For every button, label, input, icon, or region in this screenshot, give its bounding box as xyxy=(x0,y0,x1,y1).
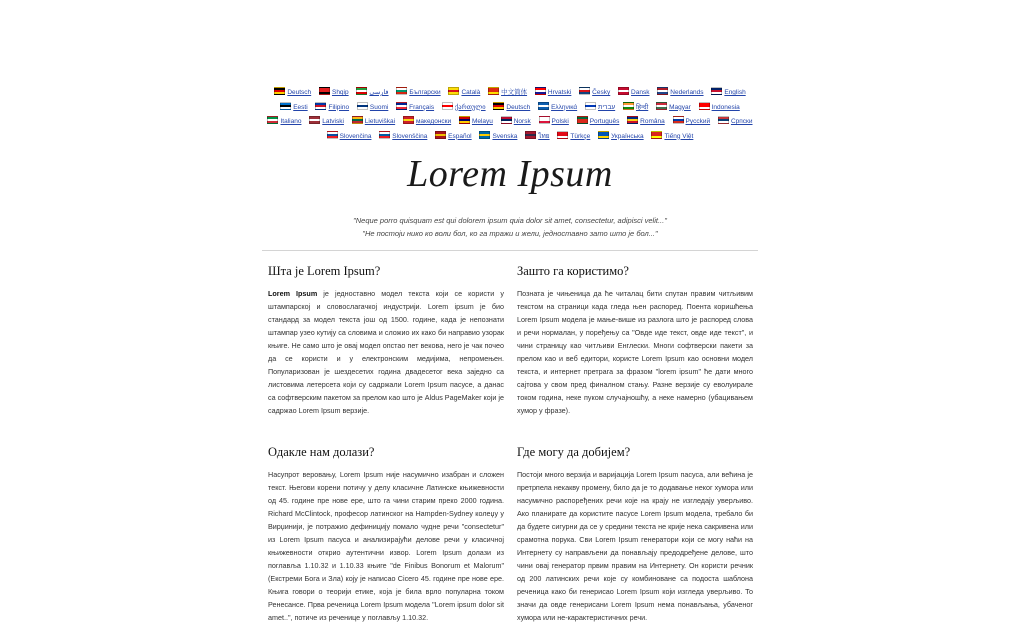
flag-icon xyxy=(352,116,363,124)
section-where-from xyxy=(268,443,504,638)
language-link[interactable] xyxy=(267,115,301,130)
section-heading: Зашто га користимо? xyxy=(517,264,629,278)
section-body: Постоји много верзија и варијација Lorem Ipsum пасуса, али већина је претрпела некакву промену, било да је то додавање неког хумора или насумично распоређених речи које на крају не изгледају уверљиво. Ако планирате да користите пасусе Lorem Ipsum модела, требало би да будете сигурни да се у средини текста не крије нека сакривена или срамотна порука. Сви Lorem Ipsum генератори који се могу наћи на Интернету су направљени да понављају предодређене делове, што чини овај генератор првим правим на Интернету. Он користи речник од 200 латинских речи које су комбиноване са подоста шаблона реченица како би генерисао Lorem Ipsum који изгледа уверљиво. То значи да овде генерисани Lorem Ipsum нема понављања, убаченог хумора или не-карактеристичних речи. xyxy=(517,470,753,622)
language-link[interactable] xyxy=(585,101,615,116)
flag-icon xyxy=(711,87,722,95)
language-link[interactable] xyxy=(656,101,691,116)
header-divider xyxy=(262,250,758,251)
language-link[interactable] xyxy=(488,86,527,101)
language-link[interactable] xyxy=(651,130,693,145)
flag-icon xyxy=(396,102,407,110)
language-label: Eesti xyxy=(293,103,308,111)
language-label: Українська xyxy=(611,132,644,140)
language-link[interactable] xyxy=(327,130,372,145)
language-label: Indonesia xyxy=(711,103,740,111)
language-link[interactable] xyxy=(403,115,451,130)
language-label: Shqip xyxy=(331,89,349,96)
language-label: Português xyxy=(589,118,620,125)
language-label: Melayu xyxy=(471,118,493,125)
section-text: је једноставно модел текста који се користи у штампарској и словослагачкој индустрији. Lorem ipsum је био стандард за модел текста још од 1500. године, када је непознати штампар узео кутију са словима и сложио их како би направио узорак књиге. Не само што је овај модел опстао пет векова, него је чак почео да се користи и у електронским медијима, непромењен. Популаризован је шездесетих година двадесетог века заједно са листовима летерсета који су садржали Lorem Ipsum пасусе, а данас са софтверским пакетом за прелом као што је Aldus PageMaker који је садржао Lorem Ipsum верзије. xyxy=(268,289,504,415)
language-link[interactable] xyxy=(525,130,549,145)
section-heading: Где могу да добијем? xyxy=(517,445,631,459)
flag-icon xyxy=(577,116,588,124)
quote-latin: "Neque porro quisquam est qui dolorem ipsum quia dolor sit amet, consectetur, adipisci velit..." xyxy=(353,216,667,225)
flag-icon xyxy=(357,102,368,110)
flag-icon xyxy=(442,102,453,110)
language-label: English xyxy=(724,89,746,96)
language-label: Pycckий xyxy=(685,118,711,125)
flag-icon xyxy=(539,116,550,124)
language-label: ქართული xyxy=(454,103,486,111)
language-link[interactable] xyxy=(356,86,388,101)
flag-icon xyxy=(525,131,536,139)
language-label: Filipino xyxy=(328,103,350,111)
language-label: Hrvatski xyxy=(547,89,572,96)
language-label: עברית xyxy=(597,103,616,111)
section-why xyxy=(517,262,753,442)
language-label: Ελληνικά xyxy=(551,103,578,111)
language-link[interactable] xyxy=(501,115,531,130)
language-label: Suomi xyxy=(369,103,389,111)
language-link[interactable] xyxy=(538,101,577,116)
language-label: Româna xyxy=(640,118,665,125)
language-label: Česky xyxy=(592,89,611,96)
language-label: Polski xyxy=(551,118,569,125)
header-quotes xyxy=(0,214,1020,240)
language-link[interactable] xyxy=(448,86,480,101)
language-link[interactable] xyxy=(280,101,307,116)
language-link[interactable] xyxy=(598,130,644,145)
flag-icon xyxy=(459,116,470,124)
flag-icon xyxy=(598,131,609,139)
language-link[interactable] xyxy=(379,130,427,145)
language-label: Türkçe xyxy=(570,132,591,140)
language-label: ไทย xyxy=(538,132,550,140)
language-link[interactable] xyxy=(657,86,703,101)
language-label: Nederlands xyxy=(670,89,704,96)
flag-icon xyxy=(267,116,278,124)
language-label: فارسی xyxy=(369,89,389,96)
language-label: Deutsch xyxy=(506,103,531,111)
language-link[interactable] xyxy=(718,115,753,130)
section-body: Позната је чињеница да ће читалац бити спутан правим читљивим текстом на страници када гледа њен распоред. Поента коришћења Lorem Ipsum модела је мање-више из разлога што је распоред слова и речи нормалан, у поређењу са "Овде иде текст, овде иде текст", и чини страницу као читљиви Енглески. Многи софтверски пакети за прелом као и веб едитори, користе Lorem Ipsum као основни модел текста, и интернет претрага за фразом "lorem ipsum" ће дати много сајтова у свом пред финалном стању. Разне верзије су еволуирале током година, неке пуком случајношћу, а неке намерно (убацивањем хумор у фразе). xyxy=(517,289,753,415)
language-link[interactable] xyxy=(459,115,493,130)
flag-icon xyxy=(274,87,285,95)
language-label: 中文简体 xyxy=(501,89,528,96)
language-link[interactable] xyxy=(315,101,349,116)
language-label: Deutsch xyxy=(287,89,312,96)
language-link[interactable] xyxy=(435,130,472,145)
flag-icon xyxy=(448,87,459,95)
flag-icon xyxy=(656,102,667,110)
language-label: Lietuviškai xyxy=(364,118,396,125)
language-label: Latviski xyxy=(322,118,344,125)
language-link[interactable] xyxy=(539,115,569,130)
flag-icon xyxy=(535,87,546,95)
flag-icon xyxy=(585,102,596,110)
language-link[interactable] xyxy=(535,86,571,101)
flag-icon xyxy=(479,131,490,139)
language-label: Català xyxy=(461,89,481,96)
section-heading: Шта је Lorem Ipsum? xyxy=(268,264,381,278)
flag-icon xyxy=(435,131,446,139)
flag-icon xyxy=(618,87,629,95)
language-link[interactable] xyxy=(352,115,395,130)
language-label: Tiếng Việt xyxy=(664,132,694,140)
language-link[interactable] xyxy=(319,86,349,101)
language-link[interactable] xyxy=(699,101,740,116)
language-link[interactable] xyxy=(618,86,649,101)
language-link[interactable] xyxy=(557,130,590,145)
flag-icon xyxy=(657,87,668,95)
language-link[interactable] xyxy=(623,101,648,116)
flag-icon xyxy=(651,131,662,139)
flag-icon xyxy=(327,131,338,139)
language-label: Italiano xyxy=(280,118,302,125)
language-label: Español xyxy=(448,132,472,140)
language-label: Српски xyxy=(730,118,753,125)
section-body: Насупрот веровању, Lorem Ipsum није насумично изабран и сложен текст. Његови корени потичу у делу класичне Латинске књижевности од 45. године пре нове ере, што га чини старим преко 2000 година. Richard McClintock, професор латинског на Hampden-Sydney колеџу у Вирџинији, је потражио дефиницију помало чудне речи "consectetur" из Lorem Ipsum пасуса и анализирајући делове речи у класичној књижевности открио аутентични извор. Lorem Ipsum долази из поглавља 1.10.32 и 1.10.33 књиге "de Finibus Bonorum et Malorum" (Екстреми Бога и Зла) коју је написао Cicero 45. године пре нове ере. Књига говори о теорији етике, која је била врло популарна током Ренесансе. Прва реченица Lorem Ipsum модела "Lorem ipsum dolor sit amet..", потиче из реченице у поглављу 1.10.32. xyxy=(268,470,504,622)
section-body xyxy=(268,287,504,417)
language-link[interactable] xyxy=(442,101,486,116)
flag-icon xyxy=(627,116,638,124)
language-label: Slovenčina xyxy=(339,132,372,140)
language-link[interactable] xyxy=(274,86,311,101)
flag-icon xyxy=(538,102,549,110)
flag-icon xyxy=(356,87,367,95)
language-label: हिन्दी xyxy=(635,103,649,111)
flag-icon xyxy=(718,116,729,124)
flag-icon xyxy=(280,102,291,110)
language-label: Български xyxy=(409,89,441,96)
language-link[interactable] xyxy=(711,86,745,101)
section-heading: Одакле нам долази? xyxy=(268,445,375,459)
flag-icon xyxy=(319,87,330,95)
language-selector xyxy=(262,86,758,144)
flag-icon xyxy=(315,102,326,110)
language-link[interactable] xyxy=(627,115,665,130)
flag-icon xyxy=(557,131,568,139)
language-label: Français xyxy=(409,103,435,111)
language-label: Norsk xyxy=(513,118,531,125)
flag-icon xyxy=(699,102,710,110)
flag-icon xyxy=(673,116,684,124)
site-logo-title: Lorem Ipsum xyxy=(407,153,613,195)
flag-icon xyxy=(309,116,320,124)
language-link[interactable] xyxy=(579,86,610,101)
flag-icon xyxy=(579,87,590,95)
flag-icon xyxy=(379,131,390,139)
language-link[interactable] xyxy=(396,86,440,101)
flag-icon xyxy=(623,102,634,110)
language-link[interactable] xyxy=(396,101,434,116)
flag-icon xyxy=(501,116,512,124)
bold-term: Lorem Ipsum xyxy=(268,289,318,298)
flag-icon xyxy=(396,87,407,95)
section-what-is xyxy=(268,262,504,442)
flag-icon xyxy=(403,116,414,124)
language-label: Slovenščina xyxy=(392,132,428,140)
language-link[interactable] xyxy=(493,101,530,116)
language-label: Magyar xyxy=(669,103,691,111)
language-link[interactable] xyxy=(357,101,388,116)
quote-translation: "Не постоји нико ко воли бол, ко га тражи и жели, једноставно зато што је бол..." xyxy=(362,229,658,238)
language-label: македонски xyxy=(415,118,452,125)
language-link[interactable] xyxy=(673,115,711,130)
flag-icon xyxy=(488,87,499,95)
language-link[interactable] xyxy=(309,115,344,130)
flag-icon xyxy=(493,102,504,110)
language-link[interactable] xyxy=(479,130,517,145)
language-label: Dansk xyxy=(631,89,650,96)
language-link[interactable] xyxy=(577,115,620,130)
language-label: Svenska xyxy=(492,132,518,140)
section-where-get xyxy=(517,443,753,638)
